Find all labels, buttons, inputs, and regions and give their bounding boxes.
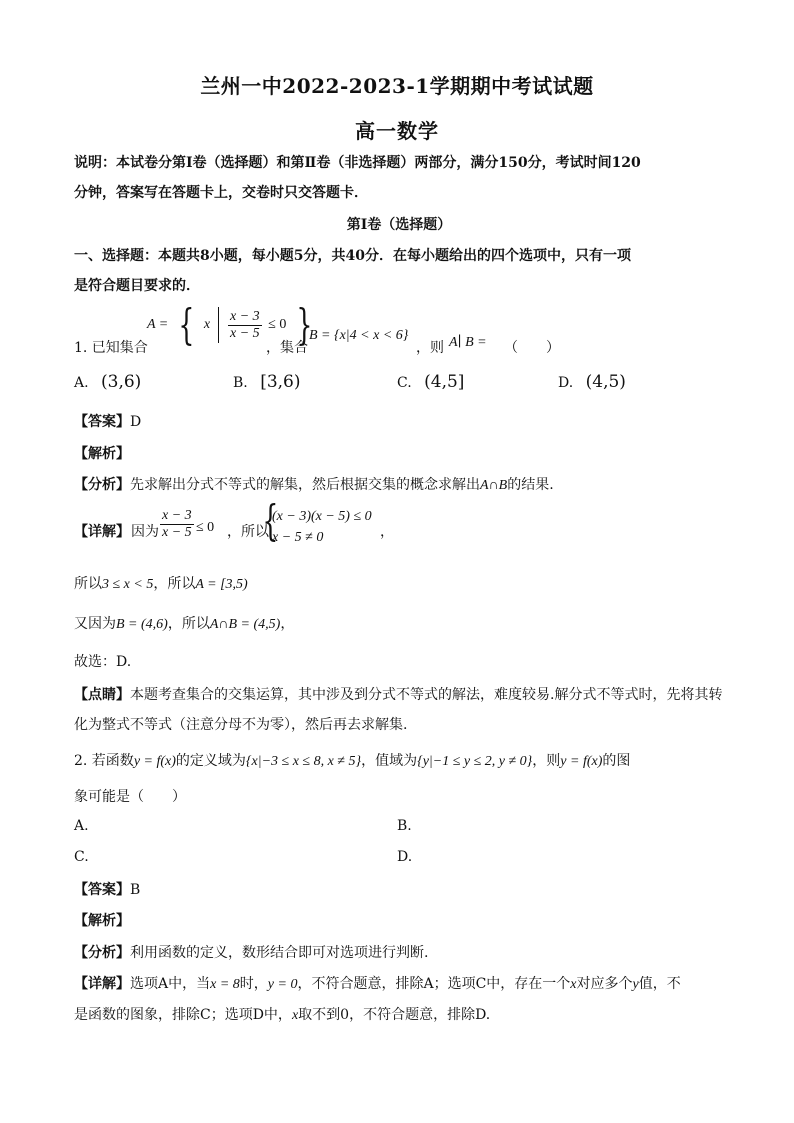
subject-title: 高一数学 [355,119,439,143]
xj-fraction: $\frac{x - 3}{x - 5}$ [162,508,192,540]
question-2-line-2: 象可能是（ ） [74,789,186,805]
q1-fraction: $\frac{x - 3}{x - 5}$ [230,308,260,341]
q1-analysis-heading: 【解析】 [74,446,130,462]
inequality-system: (x − 3)(x − 5) ≤ 0 x − 5 ≠ 0 [272,509,372,545]
q2-analysis-heading: 【解析】 [74,913,130,929]
q1-fenxi: 【分析】先求解出分式不等式的解集，然后根据交集的概念求解出A∩B的结果. [74,477,554,493]
q2-xiangjie-line-2: 是函数的图象，排除C；选项D中，x取不到0，不符合题意，排除D. [74,1007,491,1023]
q2-option-c: C. [74,849,89,865]
q1-choice: 故选：D. [74,654,132,670]
q1-option-a: A. (3,6) [74,372,142,392]
question-2-line-1: 2. 若函数y = f(x)的定义域为{x|−3 ≤ x ≤ 8, x ≠ 5}，值域为{y|−1 ≤ y ≤ 2, y ≠ 0}，则y = f(x)的图 [74,753,631,769]
question-1: 1. 已知集合 A = { x $\frac{x - 3}{x - 5}$ ≤ 0 } ，集合 B = {x|4 < x < 6} ，则 A∣ B = （ ） [74,300,560,356]
q2-answer: 【答案】B [74,882,141,898]
q1-xiangjie: 【详解】 因为 $\frac{x - 3}{x - 5}$ ≤ 0 ，所以 { (x − 3)(x − 5) ≤ 0 x − 5 ≠ 0 ， [74,506,724,552]
q1-operation: A∣ B = [449,335,487,350]
section-intro-line-1: 一、选择题：本题共8小题，每小题5分，共40分．在每小题给出的四个选项中，只有一项 [74,248,631,264]
system-brace-icon: { [262,496,279,545]
set-divider [218,307,219,343]
q2-fenxi: 【分析】利用函数的定义，数形结合即可对选项进行判断. [74,945,429,961]
q1-step-3: 又因为B = (4,6)，所以A∩B = (4,5)， [74,616,295,632]
q2-option-a: A. [74,818,89,834]
q1-step-2: 所以3 ≤ x < 5，所以A = [3,5) [74,576,248,592]
exam-title: 兰州一中2022-2023-1学期期中考试试题 [200,74,594,98]
q1-dianjing-line-2: 化为整式不等式（注意分母不为零），然后再去求解集. [74,717,408,733]
q1-option-b: B. [3,6) [233,372,301,392]
q1-prefix: 1. 已知集合 [74,340,148,356]
q2-option-b: B. [397,818,412,834]
q1-answer-blank: （ ） [504,340,560,356]
q1-dianjing-line-1: 【点睛】本题考查集合的交集运算，其中涉及到分式不等式的解法，难度较易.解分式不等式时，先将其转 [74,687,723,703]
q1-set-a: A = { x $\frac{x - 3}{x - 5}$ ≤ 0 } [147,300,313,349]
section-intro-line-2: 是符合题目要求的． [74,278,200,294]
q1-set-b: B = {x|4 < x < 6} [309,328,409,343]
instructions-line-2: 分钟，答案写在答题卡上，交卷时只交答题卡． [74,185,368,201]
instructions-line-1: 说明：本试卷分第Ⅰ卷（选择题）和第Ⅱ卷（非选择题）两部分，满分150分，考试时间120 [74,155,641,171]
q1-answer: 【答案】D [74,414,142,430]
q1-option-d: D. (4,5) [558,372,626,392]
section-heading: 第Ⅰ卷（选择题） [346,217,452,233]
right-brace-icon: } [296,300,313,349]
q1-option-c: C. (4,5] [397,372,465,392]
q2-xiangjie-line-1: 【详解】选项A中，当x = 8时，y = 0，不符合题意，排除A；选项C中，存在一个x对应多个y值，不 [74,976,681,992]
left-brace-icon: { [178,300,195,349]
q2-option-d: D. [397,849,413,865]
